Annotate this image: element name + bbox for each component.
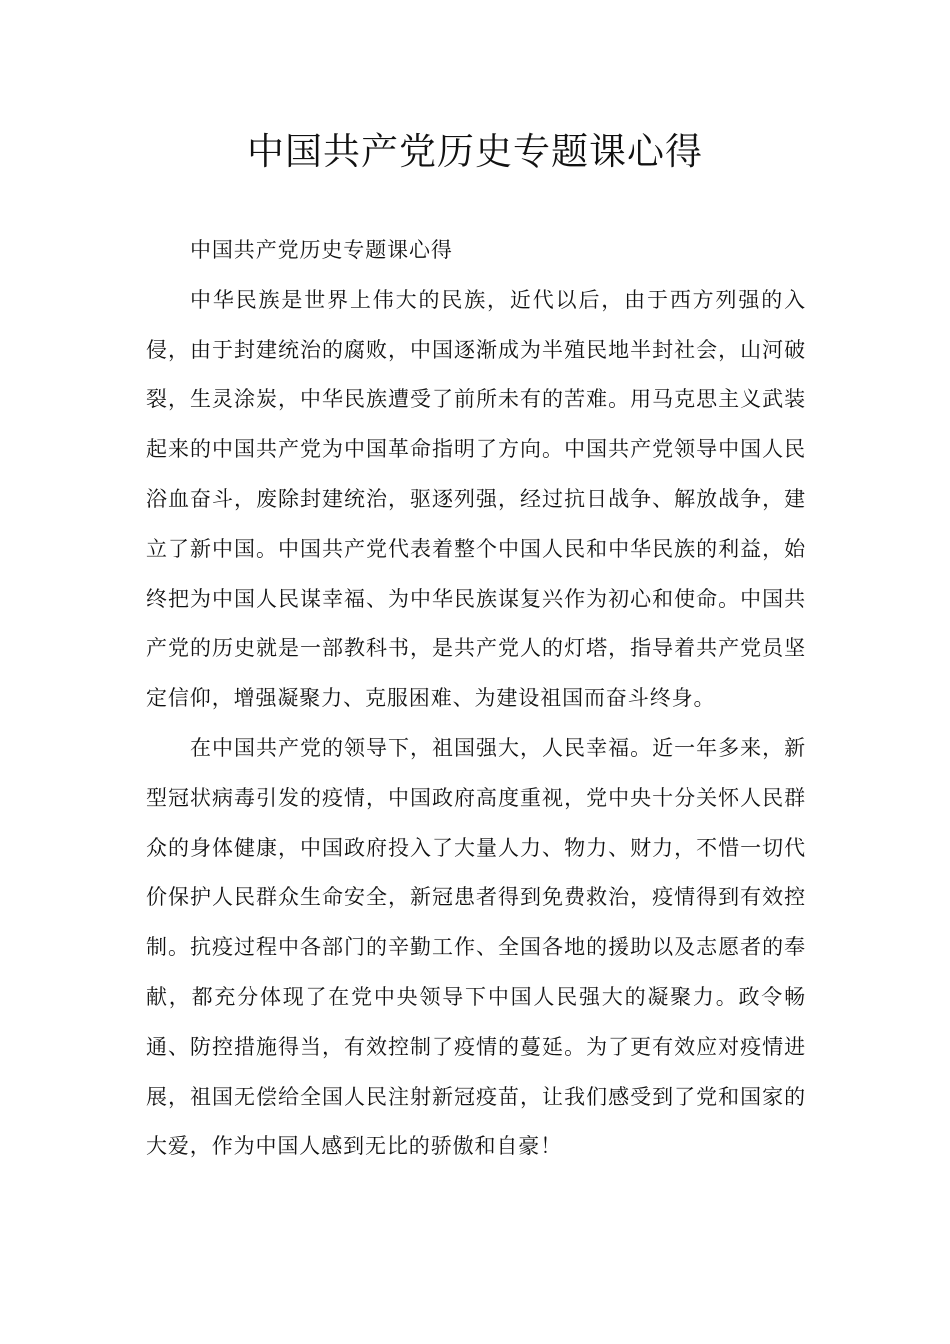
body-paragraph: 中华民族是世界上伟大的民族，近代以后，由于西方列强的入侵，由于封建统治的腐败，中国逐渐成为半殖民地半封社会，山河破裂，生灵涂炭，中华民族遭受了前所未有的苦难。用马克思主义武装起来的中国共产党为中国革命指明了方向。中国共产党领导中国人民浴血奋斗，废除封建统治，驱逐列强，经过抗日战争、解放战争，建立了新中国。中国共产党代表着整个中国人民和中华民族的利益，始终把为中国人民谋幸福、为中华民族谋复兴作为初心和使命。中国共产党的历史就是一部教科书，是共产党人的灯塔，指导着共产党员坚定信仰，增强凝聚力、克服困难、为建设祖国而奋斗终身。 [146,287,806,711]
body-paragraph: 在中国共产党的领导下，祖国强大，人民幸福。近一年多来，新型冠状病毒引发的疫情，中国政府高度重视，党中央十分关怀人民群众的身体健康，中国政府投入了大量人力、物力、财力，不惜一切代价保护人民群众生命安全，新冠患者得到免费救治，疫情得到有效控制。抗疫过程中各部门的辛勤工作、全国各地的援助以及志愿者的奉献，都充分体现了在党中央领导下中国人民强大的凝聚力。政令畅通、防控措施得当，有效控制了疫情的蔓延。为了更有效应对疫情进展，祖国无偿给全国人民注射新冠疫苗，让我们感受到了党和国家的大爱，作为中国人感到无比的骄傲和自豪！ [146,735,806,1159]
subtitle-paragraph: 中国共产党历史专题课心得 [190,238,453,262]
document-title: 中国共产党历史专题课心得 [247,130,703,173]
document-body [146,226,806,1172]
